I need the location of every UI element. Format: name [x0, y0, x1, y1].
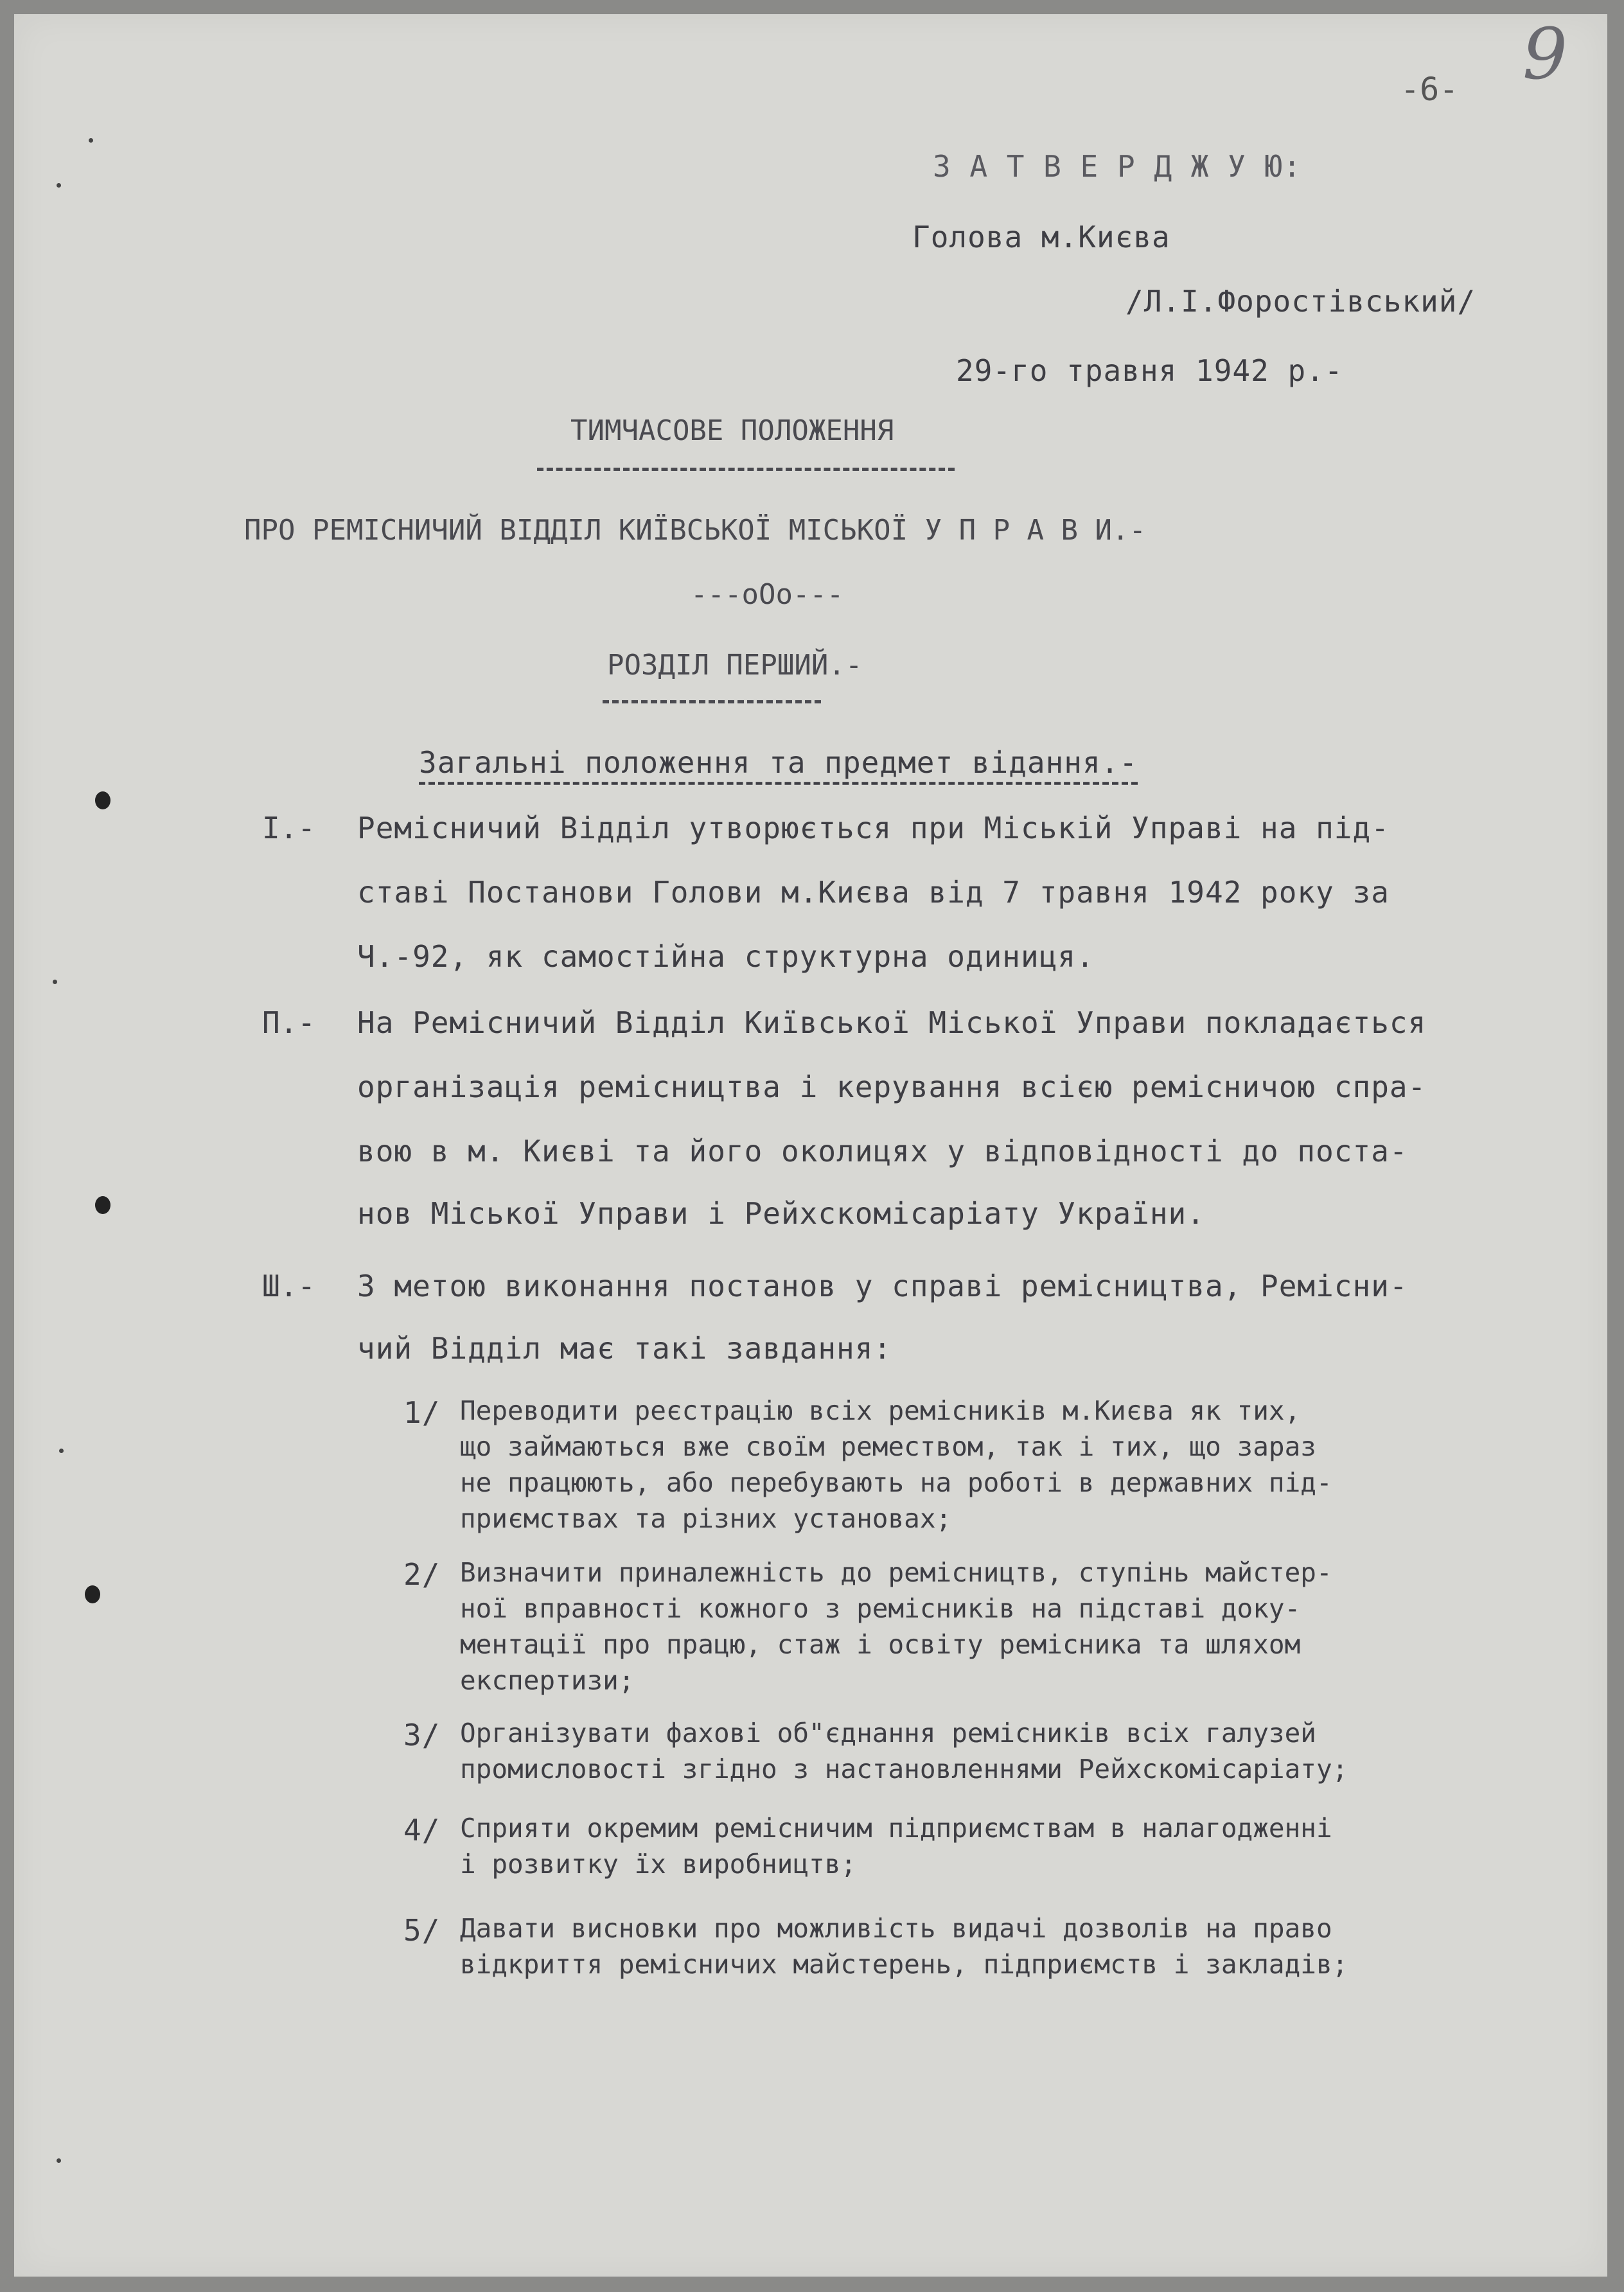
- paragraph-line: ставі Постанови Голови м.Києва від 7 травня 1942 року за: [357, 875, 1390, 910]
- task-line: відкриття ремісничих майстерень, підприємств і закладів;: [460, 1949, 1348, 1980]
- paper-speck: [57, 183, 61, 188]
- punch-hole: [95, 1196, 110, 1214]
- task-number: 2/: [403, 1557, 441, 1592]
- paragraph-number: П.-: [262, 1005, 316, 1040]
- task-line: Організувати фахові об"єднання ремісників всіх галузей: [460, 1718, 1316, 1749]
- approval-heading: З А Т В Е Р Д Ж У Ю:: [933, 149, 1302, 184]
- paragraph-line: Ремісничий Відділ утворюється при Міській Управі на під-: [357, 811, 1390, 845]
- paragraph-line: На Ремісничий Відділ Київської Міської Управи покладається: [357, 1005, 1427, 1040]
- task-number: 1/: [403, 1395, 441, 1430]
- paragraph-line: вою в м. Києві та його околицях у відповідності до поста-: [357, 1134, 1408, 1168]
- task-line: експертизи;: [460, 1665, 635, 1696]
- paper-speck: [53, 980, 57, 984]
- section-underline: [603, 700, 821, 703]
- task-line: Сприяти окремим ремісничим підприємствам в налагодженні: [460, 1813, 1332, 1844]
- punch-hole: [95, 791, 110, 809]
- task-number: 5/: [403, 1913, 441, 1948]
- task-line: ментації про працю, стаж і освіту ремісника та шляхом: [460, 1629, 1301, 1660]
- task-line: що займаються вже своїм ремеством, так і тих, що зараз: [460, 1431, 1316, 1462]
- document-title: ТИМЧАСОВЕ ПОЛОЖЕННЯ: [570, 414, 894, 447]
- paragraph-number: І.-: [262, 811, 316, 845]
- task-line: Переводити реєстрацію всіх ремісників м.Києва як тих,: [460, 1395, 1301, 1426]
- task-number: 4/: [403, 1813, 441, 1847]
- approval-position: Голова м.Києва: [912, 220, 1170, 254]
- paragraph-line: З метою виконання постанов у справі ремісництва, Ремісни-: [357, 1269, 1408, 1303]
- paragraph-line: нов Міської Управи і Рейхскомісаріату України.: [357, 1196, 1205, 1231]
- task-line: і розвитку їх виробництв;: [460, 1849, 857, 1880]
- subsection-heading: Загальні положення та предмет відання.-: [419, 745, 1138, 780]
- paragraph-line: чий Відділ має такі завдання:: [357, 1331, 892, 1366]
- page-number-stamp: -6-: [1400, 71, 1459, 108]
- paper-speck: [59, 1449, 64, 1453]
- title-separator: ---оОо---: [691, 578, 844, 611]
- approval-date: 29-го травня 1942 р.-: [956, 353, 1343, 388]
- punch-hole: [85, 1585, 100, 1603]
- task-line: Давати висновки про можливість видачі дозволів на право: [460, 1913, 1332, 1944]
- task-line: приємствах та різних установах;: [460, 1503, 952, 1534]
- task-line: ної вправності кожного з ремісників на підставі доку-: [460, 1593, 1301, 1624]
- paragraph-line: Ч.-92, як самостійна структурна одиниця.: [357, 939, 1095, 974]
- task-line: промисловості згідно з настановленнями Рейхскомісаріату;: [460, 1754, 1348, 1785]
- paragraph-number: Ш.-: [262, 1269, 316, 1303]
- paper-speck: [57, 2158, 61, 2163]
- task-number: 3/: [403, 1718, 441, 1752]
- paragraph-line: організація ремісництва і керування всією ремісничою спра-: [357, 1070, 1427, 1104]
- section-heading: РОЗДІЛ ПЕРШИЙ.-: [607, 649, 863, 682]
- task-line: Визначити приналежність до ремісництв, ступінь майстер-: [460, 1557, 1332, 1588]
- task-line: не працюють, або перебувають на роботі в державних під-: [460, 1467, 1332, 1498]
- paper-speck: [89, 138, 93, 143]
- sheet-number: 9: [1522, 13, 1567, 95]
- title-underline: [537, 468, 955, 471]
- approval-signatory: /Л.І.Форостівський/: [1125, 284, 1476, 319]
- document-subject: ПРО РЕМІСНИЧИЙ ВІДДІЛ КИЇВСЬКОЇ МІСЬКОЇ У П Р А В И.-: [244, 514, 1146, 547]
